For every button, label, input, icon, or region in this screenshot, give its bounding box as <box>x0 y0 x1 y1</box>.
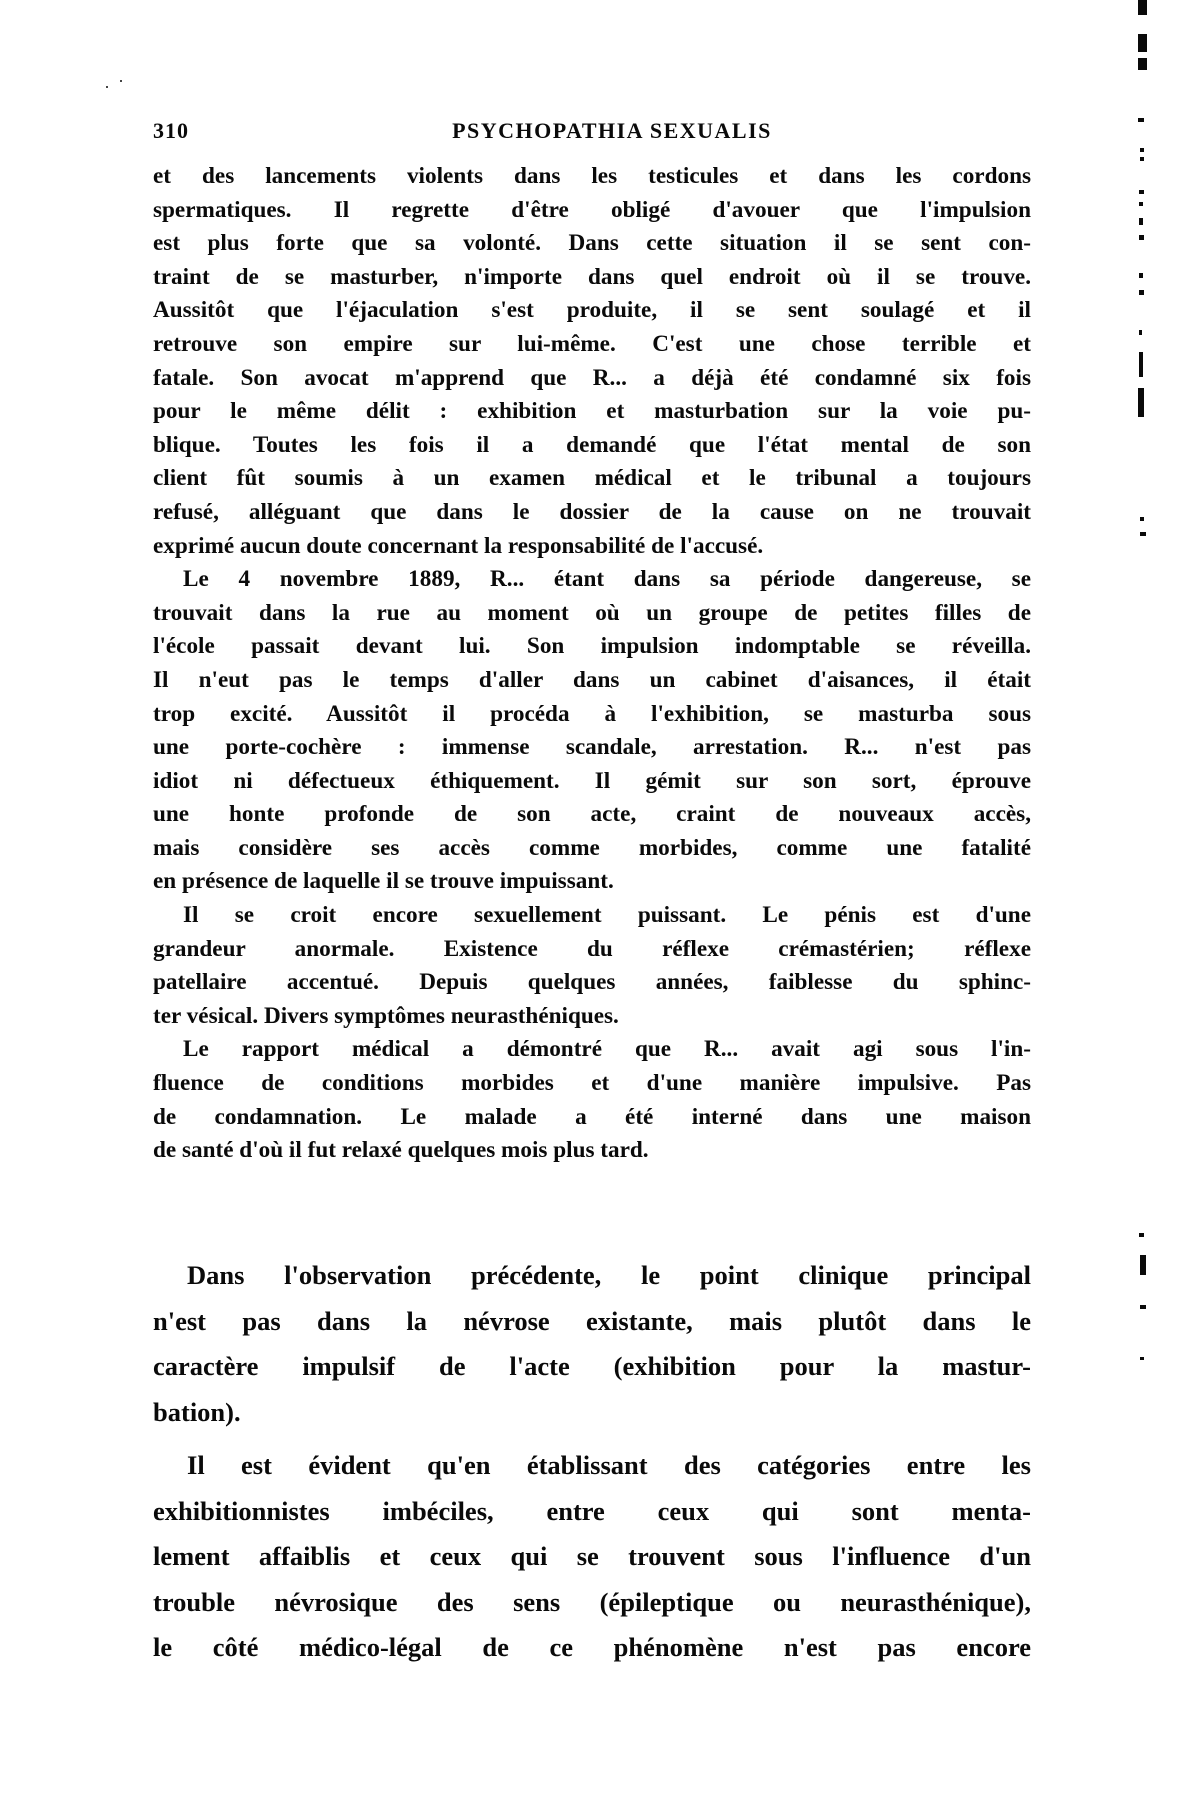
case-report-text <box>153 160 1031 1168</box>
text-line: Il n'eut pas le temps d'aller dans un cabinet d'aisances, il était <box>153 666 1031 693</box>
text-line: Il est évident qu'en établissant des catégories entre les <box>187 1450 1031 1480</box>
text-line: Il se croit encore sexuellement puissant. Le pénis est d'une <box>183 902 1031 929</box>
text-line: ter vésical. Divers symptômes neurasthéniques. <box>153 1002 619 1029</box>
text-line: patellaire accentué. Depuis quelques années, faiblesse du sphinc- <box>153 969 1031 996</box>
scan-dust <box>106 86 108 88</box>
running-title: PSYCHOPATHIA SEXUALIS <box>452 118 772 143</box>
text-line: caractère impulsif de l'acte (exhibition pour la mastur- <box>153 1351 1031 1381</box>
text-line: blique. Toutes les fois il a demandé que l'état mental de son <box>153 431 1031 458</box>
text-line: fatale. Son avocat m'apprend que R... a déjà été condamné six fois <box>153 364 1031 391</box>
text-line: trouble névrosique des sens (épileptique ou neurasthénique), <box>153 1586 1031 1617</box>
text-line: n'est pas dans la névrose existante, mais plutôt dans le <box>153 1305 1031 1336</box>
text-line: le côté médico-légal de ce phénomène n'est pas encore <box>153 1632 1031 1662</box>
commentary-text <box>153 1253 1031 1671</box>
text-line: bation). <box>153 1396 241 1427</box>
text-line: de santé d'où il fut relaxé quelques mois plus tard. <box>153 1137 649 1164</box>
text-line: client fût soumis à un examen médical et le tribunal a toujours <box>153 465 1031 492</box>
scan-dust <box>120 80 122 82</box>
text-line: est plus forte que sa volonté. Dans cette situation il se sent con- <box>153 230 1031 257</box>
text-line: exhibitionnistes imbéciles, entre ceux qui sont menta- <box>153 1495 1031 1526</box>
text-line: lement affaiblis et ceux qui se trouvent sous l'influence d'un <box>153 1541 1031 1571</box>
text-line: mais considère ses accès comme morbides, comme une fatalité <box>153 834 1031 861</box>
running-head <box>153 118 1031 148</box>
page-number: 310 <box>153 118 189 143</box>
text-line: Aussitôt que l'éjaculation s'est produite, il se sent soulagé et il <box>153 297 1031 324</box>
text-line: en présence de laquelle il se trouve impuissant. <box>153 868 614 895</box>
text-line: une porte-cochère : immense scandale, arrestation. R... n'est pas <box>153 734 1031 761</box>
text-line: trouvait dans la rue au moment où un groupe de petites filles de <box>153 599 1031 626</box>
text-line: Dans l'observation précédente, le point clinique principal <box>187 1260 1031 1290</box>
text-line: pour le même délit : exhibition et masturbation sur la voie pu- <box>153 398 1031 425</box>
text-line: fluence de conditions morbides et d'une manière impulsive. Pas <box>153 1070 1031 1097</box>
text-line: grandeur anormale. Existence du réflexe crémastérien; réflexe <box>153 935 1031 962</box>
text-line: trop excité. Aussitôt il procéda à l'exhibition, se masturba sous <box>153 700 1031 727</box>
text-line: retrouve son empire sur lui-même. C'est une chose terrible et <box>153 330 1031 357</box>
text-line: une honte profonde de son acte, craint de nouveaux accès, <box>153 801 1031 828</box>
text-line: idiot ni défectueux éthiquement. Il gémit sur son sort, éprouve <box>153 767 1031 794</box>
text-line: traint de se masturber, n'importe dans quel endroit où il se trouve. <box>153 263 1031 290</box>
text-line: et des lancements violents dans les testicules et dans les cordons <box>153 163 1031 189</box>
text-line: de condamnation. Le malade a été interné dans une maison <box>153 1103 1031 1130</box>
text-line: Le 4 novembre 1889, R... étant dans sa période dangereuse, se <box>183 566 1031 593</box>
text-line: refusé, alléguant que dans le dossier de la cause on ne trouvait <box>153 498 1031 525</box>
text-line: Le rapport médical a démontré que R... avait agi sous l'in- <box>183 1036 1031 1063</box>
scan-edge-artifacts <box>1138 0 1158 1800</box>
text-line: spermatiques. Il regrette d'être obligé d'avouer que l'impulsion <box>153 196 1031 223</box>
text-line: exprimé aucun doute concernant la responsabilité de l'accusé. <box>153 532 764 559</box>
text-line: l'école passait devant lui. Son impulsion indomptable se réveilla. <box>153 633 1031 660</box>
